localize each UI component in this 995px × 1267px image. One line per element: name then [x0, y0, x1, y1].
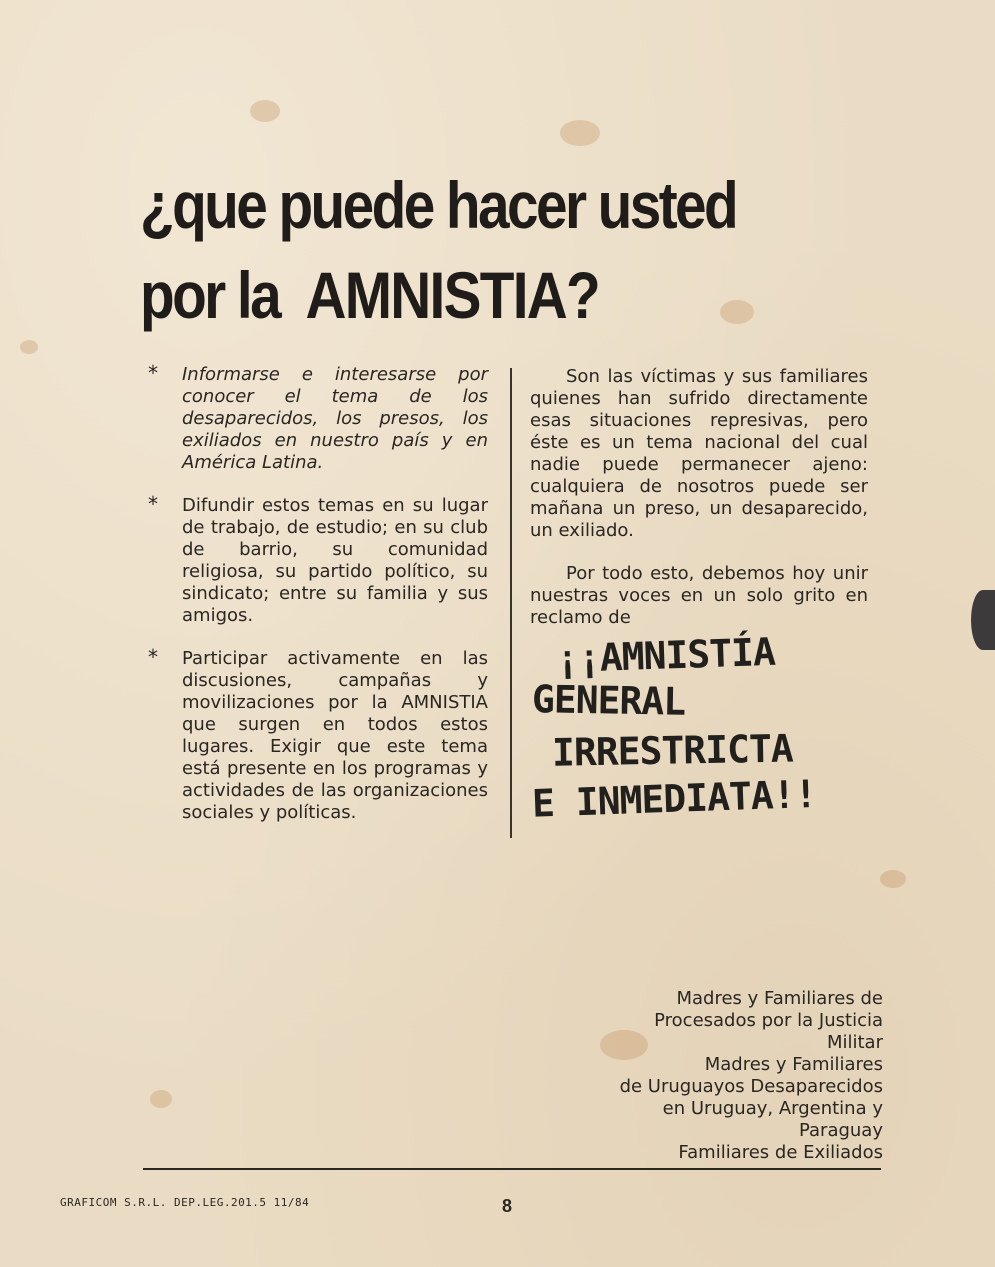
- signature-line: Procesados por la Justicia: [654, 1010, 883, 1031]
- title-line-1: ¿que puede hacer usted: [140, 168, 737, 242]
- right-column: [530, 366, 868, 650]
- paragraph: Por todo esto, debemos hoy unir nuestras voces en un solo grito en reclamo de: [530, 563, 868, 628]
- bullet-item: [148, 361, 488, 474]
- handwritten-slogan: [531, 629, 862, 826]
- signature-line: en Uruguay, Argentina y: [662, 1098, 883, 1119]
- stain: [880, 870, 906, 888]
- signature-line: de Uruguayos Desaparecidos: [619, 1076, 883, 1097]
- bullet-text: Participar activamente en las discusiones, campañas y movilizaciones por la AMNISTIA que surgen en todos estos lugares. Exigir que este tema está presente en los programas y actividades de las organizaciones sociales y políticas.: [182, 648, 488, 823]
- footer-rule: [143, 1168, 881, 1170]
- left-column: [148, 361, 488, 845]
- bullet-item: [148, 645, 488, 824]
- asterisk-icon: *: [148, 492, 158, 516]
- bullet-text: Difundir estos temas en su lugar de trabajo, de estudio; en su club de barrio, su comunidad religiosa, su partido político, su sindicato; entre su familia y sus amigos.: [182, 495, 488, 626]
- column-divider: [510, 368, 512, 838]
- title-line-2-prefix: por la: [140, 258, 280, 332]
- bullet-text: Informarse e interesarse por conocer el tema de los desaparecidos, los presos, los exiliados en nuestro país y en América Latina.: [182, 364, 488, 473]
- slogan-line: E INMEDIATA!!: [531, 771, 818, 826]
- bullet-item: [148, 492, 488, 627]
- torn-edge: [971, 590, 995, 650]
- signature-line: Paraguay: [798, 1120, 883, 1141]
- stain: [250, 100, 280, 122]
- printer-credit: GRAFICOM S.R.L. DEP.LEG.201.5 11/84: [60, 1196, 310, 1209]
- stain: [150, 1090, 172, 1108]
- title-line-2-emphasis: AMNISTIA?: [305, 258, 599, 332]
- signature-block: [583, 988, 883, 1164]
- slogan-line: ¡¡AMNISTÍA: [555, 629, 776, 682]
- signature-line: Madres y Familiares: [704, 1054, 883, 1075]
- signature-line: Militar: [826, 1032, 883, 1053]
- slogan-line: GENERAL: [531, 677, 686, 724]
- page-number: 8: [502, 1196, 513, 1216]
- paragraph: Son las víctimas y sus familiares quienes han sufrido directamente esas situaciones represivas, pero éste es un tema nacional del cual nadie puede permanecer ajeno: cualquiera de nosotros puede ser mañana un preso, un desaparecido, un exiliado.: [530, 366, 868, 541]
- stain: [20, 340, 38, 354]
- stain: [560, 120, 600, 146]
- signature-line: Madres y Familiares de: [676, 988, 883, 1009]
- asterisk-icon: *: [148, 645, 158, 669]
- slogan-line: IRRESTRICTA: [551, 726, 794, 775]
- page-title: [140, 160, 736, 340]
- signature-line: Familiares de Exiliados: [678, 1142, 883, 1163]
- asterisk-icon: *: [148, 361, 158, 385]
